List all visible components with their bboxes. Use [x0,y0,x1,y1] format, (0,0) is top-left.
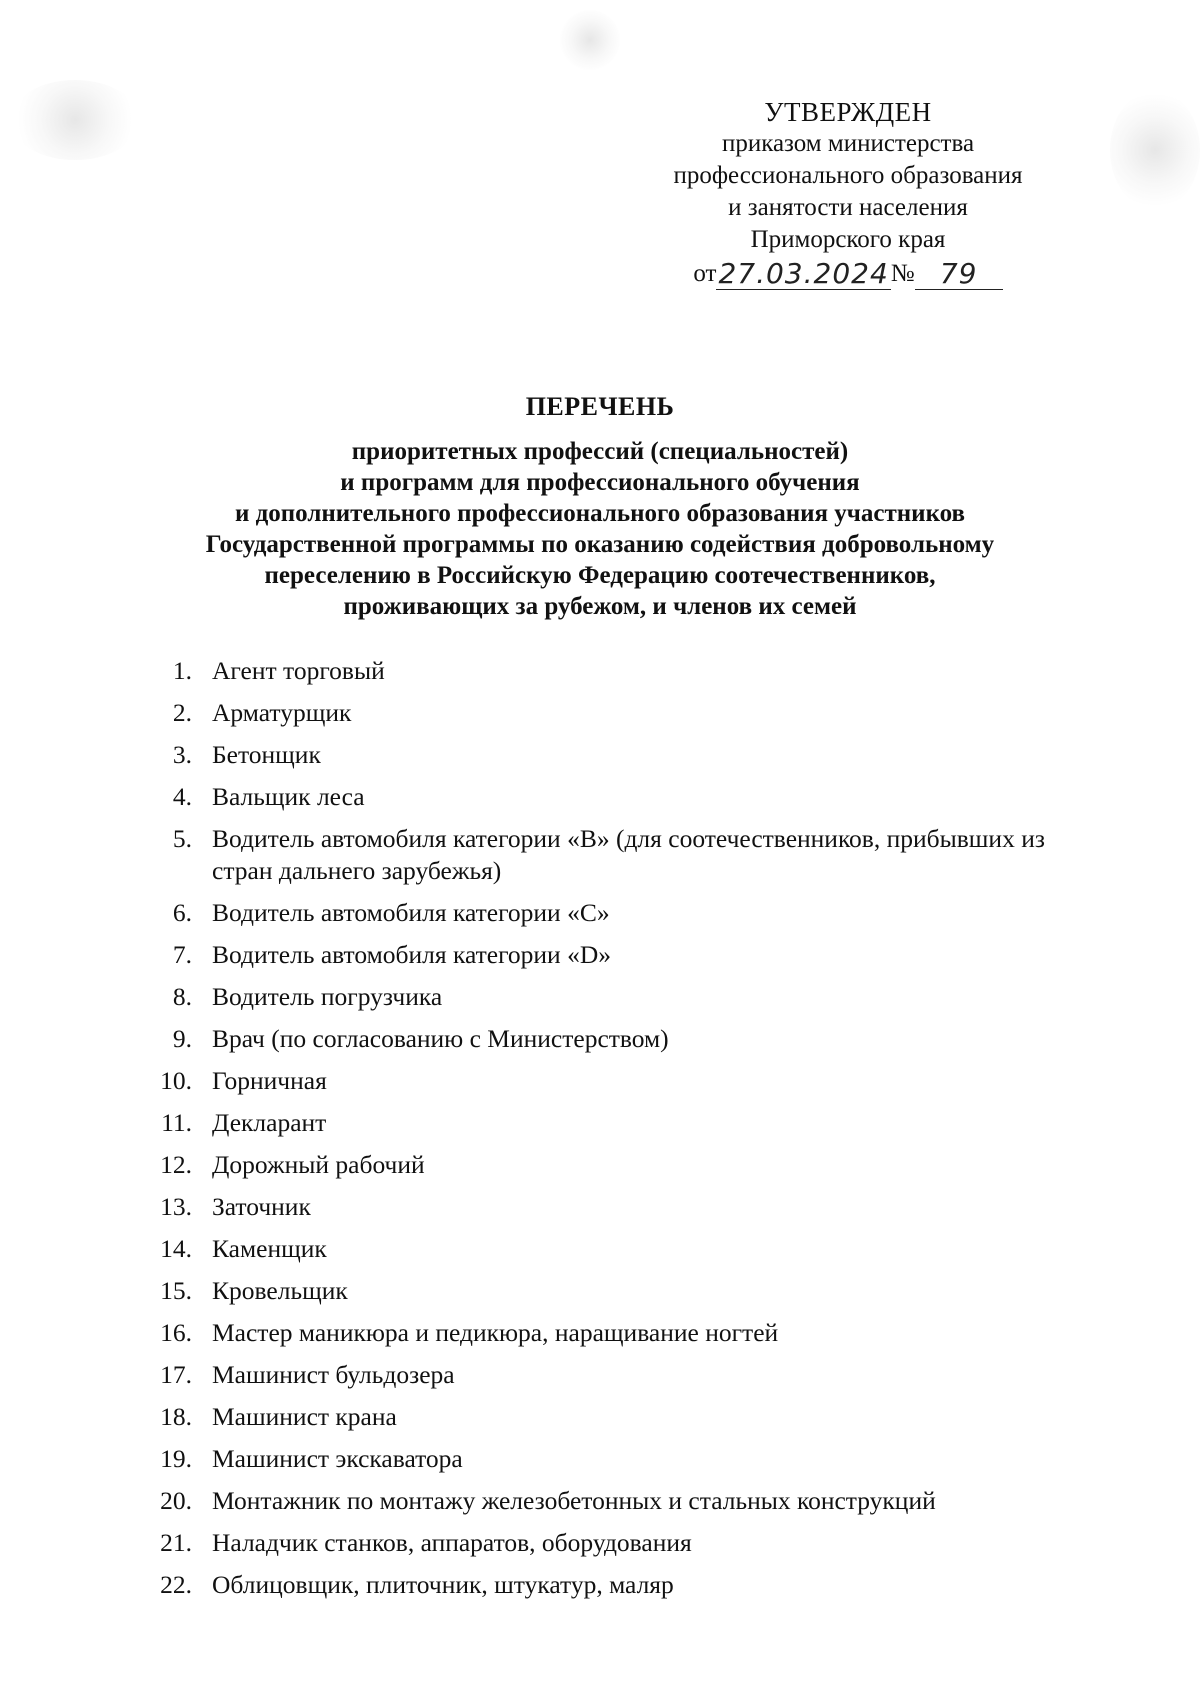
item-text: Машинист крана [212,1402,397,1431]
item-number: 14. [160,1234,192,1263]
item-text: Машинист бульдозера [212,1360,455,1389]
subtitle-line: проживающих за рубежом, и членов их семей [343,593,857,620]
list-item [140,1107,1080,1139]
item-number: 20. [160,1486,192,1515]
list-item [140,739,1080,771]
scan-speckle [560,10,620,70]
subtitle-line: переселению в Российскую Федерацию соотечественников, [264,562,936,589]
subtitle-line: и дополнительного профессионального образования участников [234,500,966,527]
list-item [140,1527,1080,1559]
approval-stamp [628,96,1068,290]
order-number: 79 [915,259,1003,290]
approval-line: Приморского края [750,226,946,253]
item-text: Монтажник по монтажу железобетонных и стальных конструкций [212,1486,936,1515]
item-number: 9. [172,1024,192,1053]
item-number: 1. [172,656,192,685]
date-prefix: от [693,260,717,287]
item-text: Заточник [212,1192,311,1221]
item-number: 12. [160,1150,192,1179]
approval-line: профессионального образования [673,162,1023,189]
item-text: Каменщик [212,1234,327,1263]
item-number: 19. [160,1444,192,1473]
item-text: Наладчик станков, аппаратов, оборудования [212,1528,692,1557]
list-item [140,981,1080,1013]
item-text: Декларант [212,1108,327,1137]
item-number: 11. [161,1108,192,1137]
list-item [140,1485,1080,1517]
item-text: Дорожный рабочий [212,1150,425,1179]
list-item [140,1065,1080,1097]
list-item [140,939,1080,971]
item-number: 17. [160,1360,192,1389]
item-text: Кровельщик [212,1276,348,1305]
item-text: Водитель автомобиля категории «D» [212,940,611,969]
item-number: 2. [172,698,192,727]
item-number: 7. [172,940,192,969]
approval-line: приказом министерства [721,130,975,157]
item-number: 18. [160,1402,192,1431]
item-text: Мастер маникюра и педикюра, наращивание ногтей [212,1318,779,1347]
scan-speckle [1110,90,1200,210]
item-text: Облицовщик, плиточник, штукатур, маляр [212,1570,674,1599]
list-item [140,1359,1080,1391]
list-item [140,1191,1080,1223]
item-number: 13. [160,1192,192,1221]
scan-speckle [10,80,140,160]
approval-line: и занятости населения [728,194,968,221]
item-number: 22. [160,1570,192,1599]
order-reference [628,258,1068,290]
item-number: 4. [172,782,192,811]
document-heading [100,392,1100,622]
list-item [140,1317,1080,1349]
number-prefix: № [890,260,915,287]
item-number: 15. [160,1276,192,1305]
item-text: Водитель автомобиля категории «B» (для соотечественников, прибывших из стран дальнего зарубежья) [212,824,1045,885]
item-text: Машинист экскаватора [212,1444,463,1473]
subtitle-line: и программ для профессионального обучения [340,469,860,496]
item-text: Бетонщик [212,740,321,769]
list-item [140,781,1080,813]
item-text: Агент торговый [212,656,385,685]
subtitle-line: Государственной программы по оказанию содействия добровольному [205,531,995,558]
list-item [140,1149,1080,1181]
item-number: 5. [172,824,192,853]
item-text: Водитель погрузчика [212,982,443,1011]
item-number: 10. [160,1066,192,1095]
list-item [140,1275,1080,1307]
item-text: Арматурщик [212,698,352,727]
list-item [140,1023,1080,1055]
subtitle-line: приоритетных профессий (специальностей) [351,438,849,465]
document-title: ПЕРЕЧЕНЬ [525,392,675,421]
list-item [140,1569,1080,1601]
item-number: 21. [160,1528,192,1557]
list-item [140,1233,1080,1265]
order-date: 27.03.2024 [718,257,889,290]
item-text: Водитель автомобиля категории «С» [212,898,610,927]
item-text: Вальщик леса [212,782,365,811]
item-number: 6. [172,898,192,927]
item-text: Горничная [212,1066,327,1095]
professions-list [140,655,1080,1611]
list-item [140,823,1080,887]
approval-title: УТВЕРЖДЕН [764,97,932,127]
list-item [140,697,1080,729]
item-text: Врач (по согласованию с Министерством) [212,1024,669,1053]
list-item [140,1401,1080,1433]
document-subtitle [100,436,1100,622]
item-number: 8. [172,982,192,1011]
list-item [140,655,1080,687]
item-number: 16. [160,1318,192,1347]
list-item [140,1443,1080,1475]
item-number: 3. [172,740,192,769]
list-item [140,897,1080,929]
